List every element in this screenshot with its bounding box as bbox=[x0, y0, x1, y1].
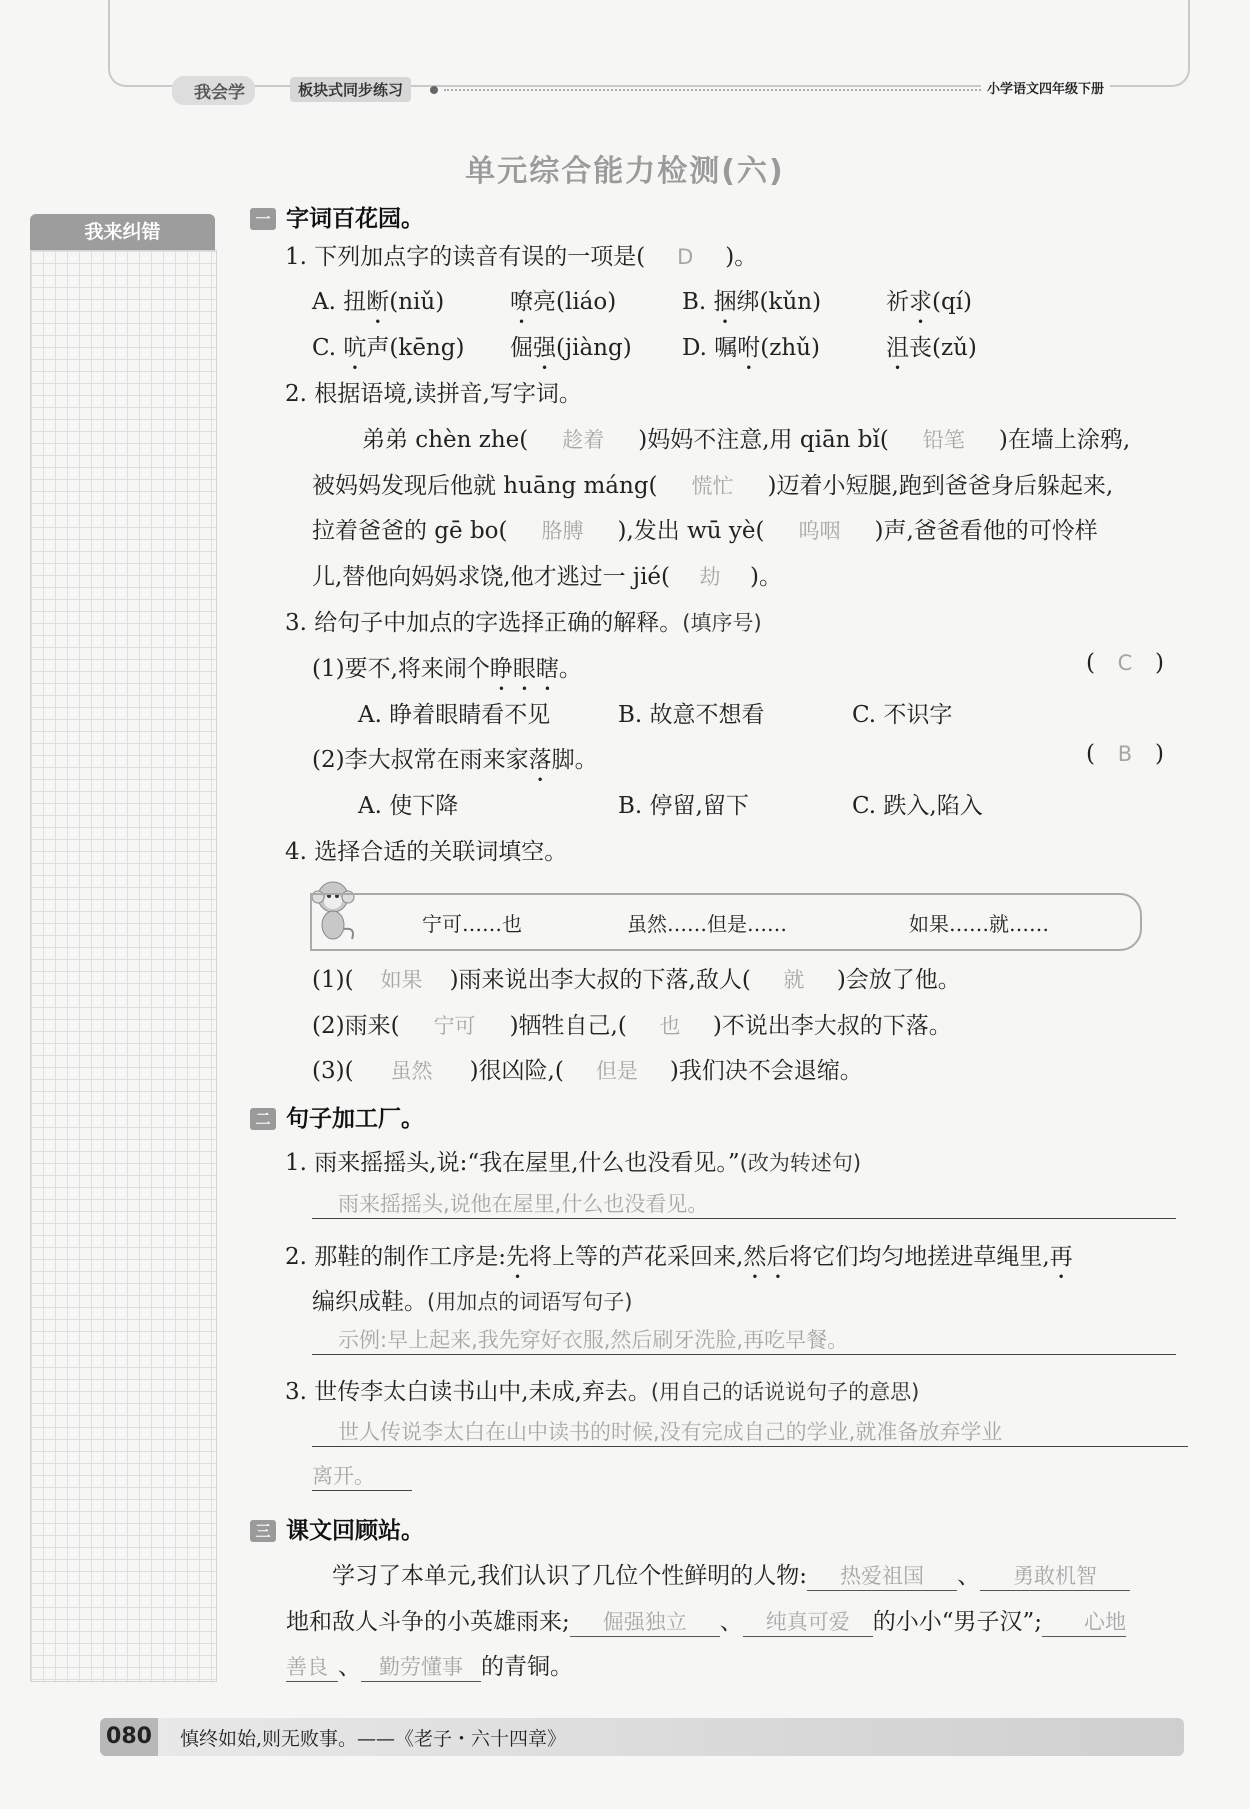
page-title: 单元综合能力检测(六) bbox=[465, 154, 785, 189]
q1-stem bbox=[285, 238, 757, 271]
section3-title: 课文回顾站。 bbox=[286, 1518, 424, 1544]
q3-sentence2: (2)李大叔常在雨来家落脚。 bbox=[312, 747, 598, 773]
s3-answer1: 热爱祖国 bbox=[807, 1560, 957, 1591]
s3-line1: 学习了本单元,我们认识了几位个性鲜明的人物: 热爱祖国 、 勇敢机智 bbox=[332, 1557, 1130, 1591]
s2-q3-answer-line2 bbox=[312, 1456, 412, 1491]
s2-q2-answer-line bbox=[312, 1320, 1176, 1355]
header-dot bbox=[430, 86, 438, 94]
q3-s1-opt-a: A. 睁着眼睛看不见 bbox=[358, 702, 551, 728]
q3-sentence1: (1)要不,将来闹个睁眼瞎。 bbox=[312, 656, 582, 682]
section3-badge: 三 bbox=[250, 1520, 276, 1542]
s2-q3-answer2: 离开。 bbox=[312, 1464, 375, 1488]
q1-answer: D bbox=[677, 245, 694, 269]
s2-q2-stem1: 2. 那鞋的制作工序是:先将上等的芦花采回来,然后将它们均匀地搓进草绳里,再 bbox=[285, 1244, 1073, 1270]
q4-row1: (1)( 如果 )雨来说出李大叔的下落,敌人( 就 )会放了他。 bbox=[312, 961, 961, 994]
brand-logo: 我会学 bbox=[172, 76, 255, 105]
word-option-2: 虽然……但是…… bbox=[627, 912, 787, 936]
section3-heading bbox=[250, 1512, 424, 1545]
q3-s2-opt-c: C. 跌入,陷入 bbox=[852, 793, 983, 819]
section1-badge: 一 bbox=[250, 208, 276, 230]
sidebar-tab: 我来纠错 bbox=[30, 214, 215, 250]
s2-q2-answer: 示例:早上起来,我先穿好衣服,然后刷牙洗脸,再吃早餐。 bbox=[338, 1328, 849, 1352]
footer-quote: 慎终如始,则无败事。——《老子・六十四章》 bbox=[180, 1728, 567, 1750]
word-option-1: 宁可……也 bbox=[422, 912, 522, 936]
q2-answer3: 慌忙 bbox=[691, 474, 734, 498]
q3-hint: (填序号) bbox=[682, 611, 762, 635]
q4-answer6: 但是 bbox=[595, 1059, 638, 1083]
section2-title: 句子加工厂。 bbox=[286, 1106, 424, 1132]
q4-answer5: 虽然 bbox=[390, 1059, 433, 1083]
q2-answer1: 趁着 bbox=[562, 428, 605, 452]
q1-option-b2: 祈求(qí) bbox=[886, 289, 973, 315]
page-header bbox=[160, 74, 1120, 106]
s3-line3: 善良 、 勤劳懂事 的青铜。 bbox=[286, 1648, 573, 1682]
s3-answer5: 心地 bbox=[1042, 1606, 1126, 1637]
s2-q1-stem: 1. 雨来摇摇头,说:“我在屋里,什么也没看见。”(改为转述句) bbox=[285, 1150, 862, 1176]
q2-answer6: 劫 bbox=[699, 565, 721, 589]
q1-stem-a: 1. 下列加点字的读音有误的一项是( bbox=[285, 244, 646, 270]
q1-option-d2: 沮丧(zǔ) bbox=[886, 335, 977, 361]
section2-heading bbox=[250, 1100, 424, 1133]
s3-answer6: 善良 bbox=[286, 1651, 338, 1682]
q2-line1: 弟弟 chèn zhe( 趁着 )妈妈不注意,用 qiān bǐ( 铅笔 )在墙上涂鸦, bbox=[362, 421, 1130, 454]
q1-option-a: A. 扭断(niǔ) bbox=[312, 289, 445, 315]
word-option-3: 如果……就…… bbox=[909, 912, 1049, 936]
section2-badge: 二 bbox=[250, 1108, 276, 1130]
q4-row3: (3)( 虽然 )很凶险,( 但是 )我们决不会退缩。 bbox=[312, 1052, 863, 1085]
q3-stem: 3. 给句子中加点的字选择正确的解释。(填序号) bbox=[285, 610, 762, 636]
series-label: 板块式同步练习 bbox=[290, 77, 411, 102]
q3-s2-opt-a: A. 使下降 bbox=[358, 793, 459, 819]
q3-answer2: B bbox=[1117, 742, 1133, 766]
s3-answer2: 勇敢机智 bbox=[980, 1560, 1130, 1591]
q1-option-a2: 嘹亮(liáo) bbox=[510, 289, 617, 315]
q4-answer2: 就 bbox=[783, 968, 805, 992]
book-label: 小学语文四年级下册 bbox=[981, 78, 1110, 97]
s2-q3-stem: 3. 世传李太白读书山中,未成,弃去。(用自己的话说说句子的意思) bbox=[285, 1379, 920, 1405]
conjunction-word-bank bbox=[310, 893, 1142, 951]
q1-stem-b: )。 bbox=[725, 244, 758, 270]
q3-answer1: C bbox=[1117, 651, 1133, 675]
s3-answer3: 倔强独立 bbox=[570, 1606, 720, 1637]
q3-answer1-bracket: ( C ) bbox=[1086, 650, 1164, 676]
q2-answer4: 胳膊 bbox=[541, 519, 584, 543]
s2-q1-answer-line bbox=[312, 1184, 1176, 1219]
q2-line4: 儿,替他向妈妈求饶,他才逃过一 jié( 劫 )。 bbox=[312, 558, 782, 591]
q4-answer3: 宁可 bbox=[433, 1014, 476, 1038]
q4-row2: (2)雨来( 宁可 )牺牲自己,( 也 )不说出李大叔的下落。 bbox=[312, 1007, 952, 1040]
q1-option-d: D. 嘱咐(zhǔ) bbox=[682, 335, 820, 361]
s2-q1-answer: 雨来摇摇头,说他在屋里,什么也没看见。 bbox=[338, 1192, 709, 1216]
s2-q2-stem2: 编织成鞋。(用加点的词语写句子) bbox=[312, 1289, 633, 1315]
s2-q3-answer1: 世人传说李太白在山中读书的时候,没有完成自己的学业,就准备放弃学业 bbox=[338, 1420, 1003, 1444]
correction-grid bbox=[30, 250, 217, 1682]
s2-q3-hint: (用自己的话说说句子的意思) bbox=[650, 1380, 920, 1404]
s2-q3-answer-line1 bbox=[312, 1412, 1188, 1447]
q3-s2-opt-b: B. 停留,留下 bbox=[618, 793, 749, 819]
q3-s1-opt-c: C. 不识字 bbox=[852, 702, 953, 728]
q2-answer2: 铅笔 bbox=[922, 428, 965, 452]
section1-title: 字词百花园。 bbox=[286, 206, 424, 232]
q2-answer5: 呜咽 bbox=[798, 519, 841, 543]
q2-line2: 被妈妈发现后他就 huāng máng( 慌忙 )迈着小短腿,跑到爸爸身后躲起来, bbox=[312, 467, 1113, 500]
q3-s1-opt-b: B. 故意不想看 bbox=[618, 702, 765, 728]
s2-q1-hint: (改为转述句) bbox=[739, 1151, 862, 1175]
s3-line2: 地和敌人斗争的小英雄雨来; 倔强独立 、 纯真可爱 的小小“男子汉”; 心地 bbox=[286, 1603, 1126, 1637]
q4-stem: 4. 选择合适的关联词填空。 bbox=[285, 839, 568, 865]
q4-answer4: 也 bbox=[659, 1014, 681, 1038]
q1-option-b: B. 捆绑(kǔn) bbox=[682, 289, 822, 315]
section1-heading bbox=[250, 200, 424, 233]
q3-answer2-bracket: ( B ) bbox=[1086, 741, 1164, 767]
q2-line3: 拉着爸爸的 gē bo( 胳膊 ),发出 wū yè( 呜咽 )声,爸爸看他的可怜样 bbox=[312, 512, 1098, 545]
s3-answer4: 纯真可爱 bbox=[743, 1606, 873, 1637]
s3-answer7: 勤劳懂事 bbox=[361, 1651, 481, 1682]
q1-option-c2: 倔强(jiàng) bbox=[510, 335, 632, 361]
s2-q2-hint: (用加点的词语写句子) bbox=[427, 1290, 633, 1314]
q4-answer1: 如果 bbox=[380, 968, 423, 992]
page-number: 080 bbox=[100, 1718, 158, 1756]
q2-stem: 2. 根据语境,读拼音,写字词。 bbox=[285, 381, 582, 407]
q1-option-c: C. 吭声(kēng) bbox=[312, 335, 465, 361]
